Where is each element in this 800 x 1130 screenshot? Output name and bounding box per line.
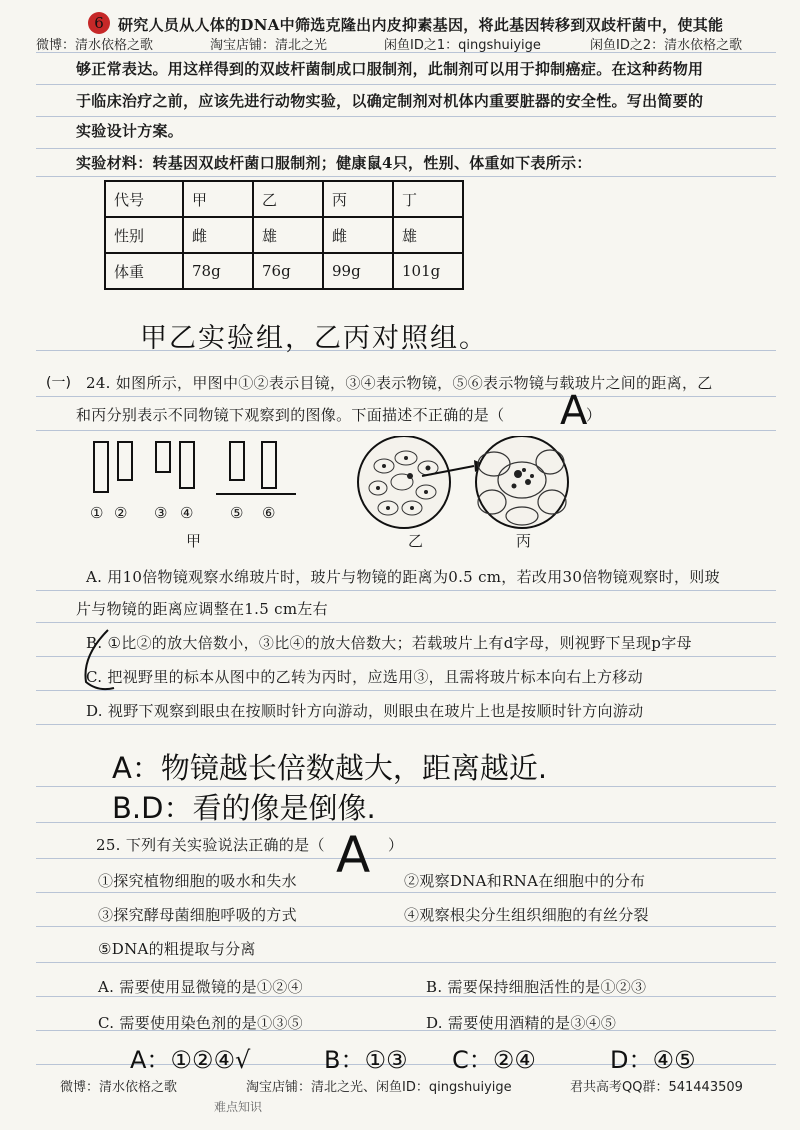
q25-item-2: ②观察DNA和RNA在细胞中的分布 bbox=[404, 872, 646, 890]
lens-label-3: ③ bbox=[154, 504, 168, 522]
q24-stem-line-1 bbox=[86, 372, 713, 393]
q25-stem-line bbox=[96, 834, 325, 855]
table-cell: 雄 bbox=[253, 217, 323, 253]
table-cell: 76g bbox=[253, 253, 323, 289]
lens-label-1: ① bbox=[90, 504, 104, 522]
q25-handwritten-answer-b: B：①③ bbox=[324, 1046, 408, 1074]
watermark-bottom-faint: 难点知识 bbox=[214, 1100, 263, 1114]
objective-4-shape bbox=[180, 442, 194, 488]
q25-handwritten-answer-d: D：④⑤ bbox=[610, 1046, 696, 1074]
q6-line-3: 于临床治疗之前，应该先进行动物实验，以确定制剂对机体内重要脏器的安全性。写出简要的 bbox=[76, 92, 704, 110]
q25-stem: 下列有关实验说法正确的是（ bbox=[125, 836, 325, 854]
q25-handwritten-answer-a: A：①②④√ bbox=[130, 1046, 251, 1074]
table-header-cell: 丙 bbox=[323, 181, 393, 217]
table-header-cell: 乙 bbox=[253, 181, 323, 217]
figure-yi-label: 乙 bbox=[408, 532, 424, 550]
q25-item-1: ①探究植物细胞的吸水和失水 bbox=[98, 872, 297, 890]
eyepiece-2-shape bbox=[118, 442, 132, 480]
view-yi bbox=[358, 436, 450, 528]
watermark-xianyu-1: 闲鱼ID之1：qingshuiyige bbox=[384, 38, 541, 53]
mouse-info-table bbox=[104, 180, 464, 290]
eyepiece-1-shape bbox=[94, 442, 108, 492]
lens-label-5: ⑤ bbox=[230, 504, 244, 522]
q6-handwritten-answer: 甲乙实验组，乙丙对照组。 bbox=[140, 323, 488, 354]
view-bing bbox=[476, 436, 568, 528]
q24-option-b: B. ①比②的放大倍数小，③比④的放大倍数大；若载玻片上有d字母，则视野下呈现p字母 bbox=[86, 634, 692, 652]
q24-option-a-line-2: 片与物镜的距离应调整在1.5 cm左右 bbox=[76, 600, 328, 618]
watermark-xianyu-2: 闲鱼ID之2：清水依格之歌 bbox=[590, 38, 743, 53]
lens-label-4: ④ bbox=[180, 504, 194, 522]
q24-number: 24. bbox=[86, 374, 111, 392]
figure-jia-lenses bbox=[90, 436, 300, 496]
watermark-weibo: 微博：清水依格之歌 bbox=[36, 38, 154, 53]
figure-bing-label: 丙 bbox=[516, 532, 532, 550]
distance-5-shape bbox=[230, 442, 244, 480]
lens-label-6: ⑥ bbox=[262, 504, 276, 522]
q25-number: 25. bbox=[96, 836, 121, 854]
table-header-cell: 代号 bbox=[105, 181, 183, 217]
bracket-mark-icon bbox=[78, 626, 118, 692]
q6-line-4: 实验设计方案。 bbox=[76, 122, 184, 140]
q24-handwritten-note-2: B.D：看的像是倒像. bbox=[112, 791, 376, 825]
table-header-row bbox=[105, 181, 463, 217]
watermark-bottom-weibo: 微博：清水依格之歌 bbox=[60, 1080, 178, 1095]
q25-item-3: ③探究酵母菌细胞呼吸的方式 bbox=[98, 906, 297, 924]
table-cell: 雄 bbox=[393, 217, 463, 253]
q6-line-2: 够正常表达。用这样得到的双歧杆菌制成口服制剂，此制剂可以用于抑制癌症。在这种药物用 bbox=[76, 60, 704, 78]
table-row bbox=[105, 217, 463, 253]
table-cell: 雌 bbox=[183, 217, 253, 253]
table-header-cell: 丁 bbox=[393, 181, 463, 217]
q24-stem-1: 如图所示，甲图中①②表示目镜，③④表示物镜，⑤⑥表示物镜与载玻片之间的距离，乙 bbox=[115, 374, 713, 392]
q24-option-c: C. 把视野里的标本从图中的乙转为丙时，应选用③，且需将玻片标本向右上方移动 bbox=[86, 668, 643, 686]
q24-margin-mark: (一) bbox=[46, 375, 71, 391]
table-cell: 101g bbox=[393, 253, 463, 289]
watermark-taobao: 淘宝店铺：清北之光 bbox=[210, 38, 328, 53]
q24-stem-close: ） bbox=[586, 406, 602, 424]
q24-option-d: D. 视野下观察到眼虫在按顺时针方向游动，则眼虫在玻片上也是按顺时针方向游动 bbox=[86, 702, 644, 720]
question-number-badge bbox=[88, 12, 110, 34]
question-6-number: 6 bbox=[94, 14, 104, 32]
q25-item-4: ④观察根尖分生组织细胞的有丝分裂 bbox=[404, 906, 649, 924]
table-cell: 体重 bbox=[105, 253, 183, 289]
q24-handwritten-note-1: A：物镜越长倍数越大，距离越近. bbox=[112, 751, 548, 785]
watermark-bottom-qq: 君共高考QQ群：541443509 bbox=[570, 1080, 743, 1095]
q24-handwritten-choice: A bbox=[560, 388, 588, 434]
watermark-bottom-middle: 淘宝店铺：清北之光、闲鱼ID：qingshuiyige bbox=[246, 1080, 512, 1095]
table-cell: 性别 bbox=[105, 217, 183, 253]
q25-handwritten-choice: A bbox=[336, 826, 371, 884]
q24-stem-line-2 bbox=[76, 404, 504, 425]
q25-item-5: ⑤DNA的粗提取与分离 bbox=[98, 940, 256, 958]
table-header-cell: 甲 bbox=[183, 181, 253, 217]
objective-3-shape bbox=[156, 442, 170, 472]
figure-jia-label: 甲 bbox=[186, 532, 202, 550]
figure-yi-bing-views bbox=[354, 436, 584, 536]
q25-option-c: C. 需要使用染色剂的是①③⑤ bbox=[98, 1014, 303, 1032]
q25-option-d: D. 需要使用酒精的是③④⑤ bbox=[426, 1014, 617, 1032]
q6-line-1: 研究人员从人体的DNA中筛选克隆出内皮抑素基因，将此基因转移到双歧杆菌中，使其能 bbox=[118, 16, 724, 34]
table-cell: 99g bbox=[323, 253, 393, 289]
table-cell: 雌 bbox=[323, 217, 393, 253]
table-row bbox=[105, 253, 463, 289]
distance-6-shape bbox=[262, 442, 276, 488]
lens-label-2: ② bbox=[114, 504, 128, 522]
q24-option-a-line-1: A. 用10倍物镜观察水绵玻片时，玻片与物镜的距离为0.5 cm，若改用30倍物镜观察时，则玻 bbox=[86, 568, 720, 586]
q25-option-a: A. 需要使用显微镜的是①②④ bbox=[98, 978, 303, 996]
q25-stem-close: ） bbox=[388, 836, 404, 854]
q25-handwritten-answer-c: C：②④ bbox=[452, 1046, 536, 1074]
table-cell: 78g bbox=[183, 253, 253, 289]
q24-stem-2: 和丙分别表示不同物镜下观察到的图像。下面描述不正确的是（ bbox=[76, 406, 505, 424]
q25-option-b: B. 需要保持细胞活性的是①②③ bbox=[426, 978, 647, 996]
q6-materials: 实验材料：转基因双歧杆菌口服制剂；健康鼠4只，性别、体重如下表所示： bbox=[76, 154, 592, 172]
